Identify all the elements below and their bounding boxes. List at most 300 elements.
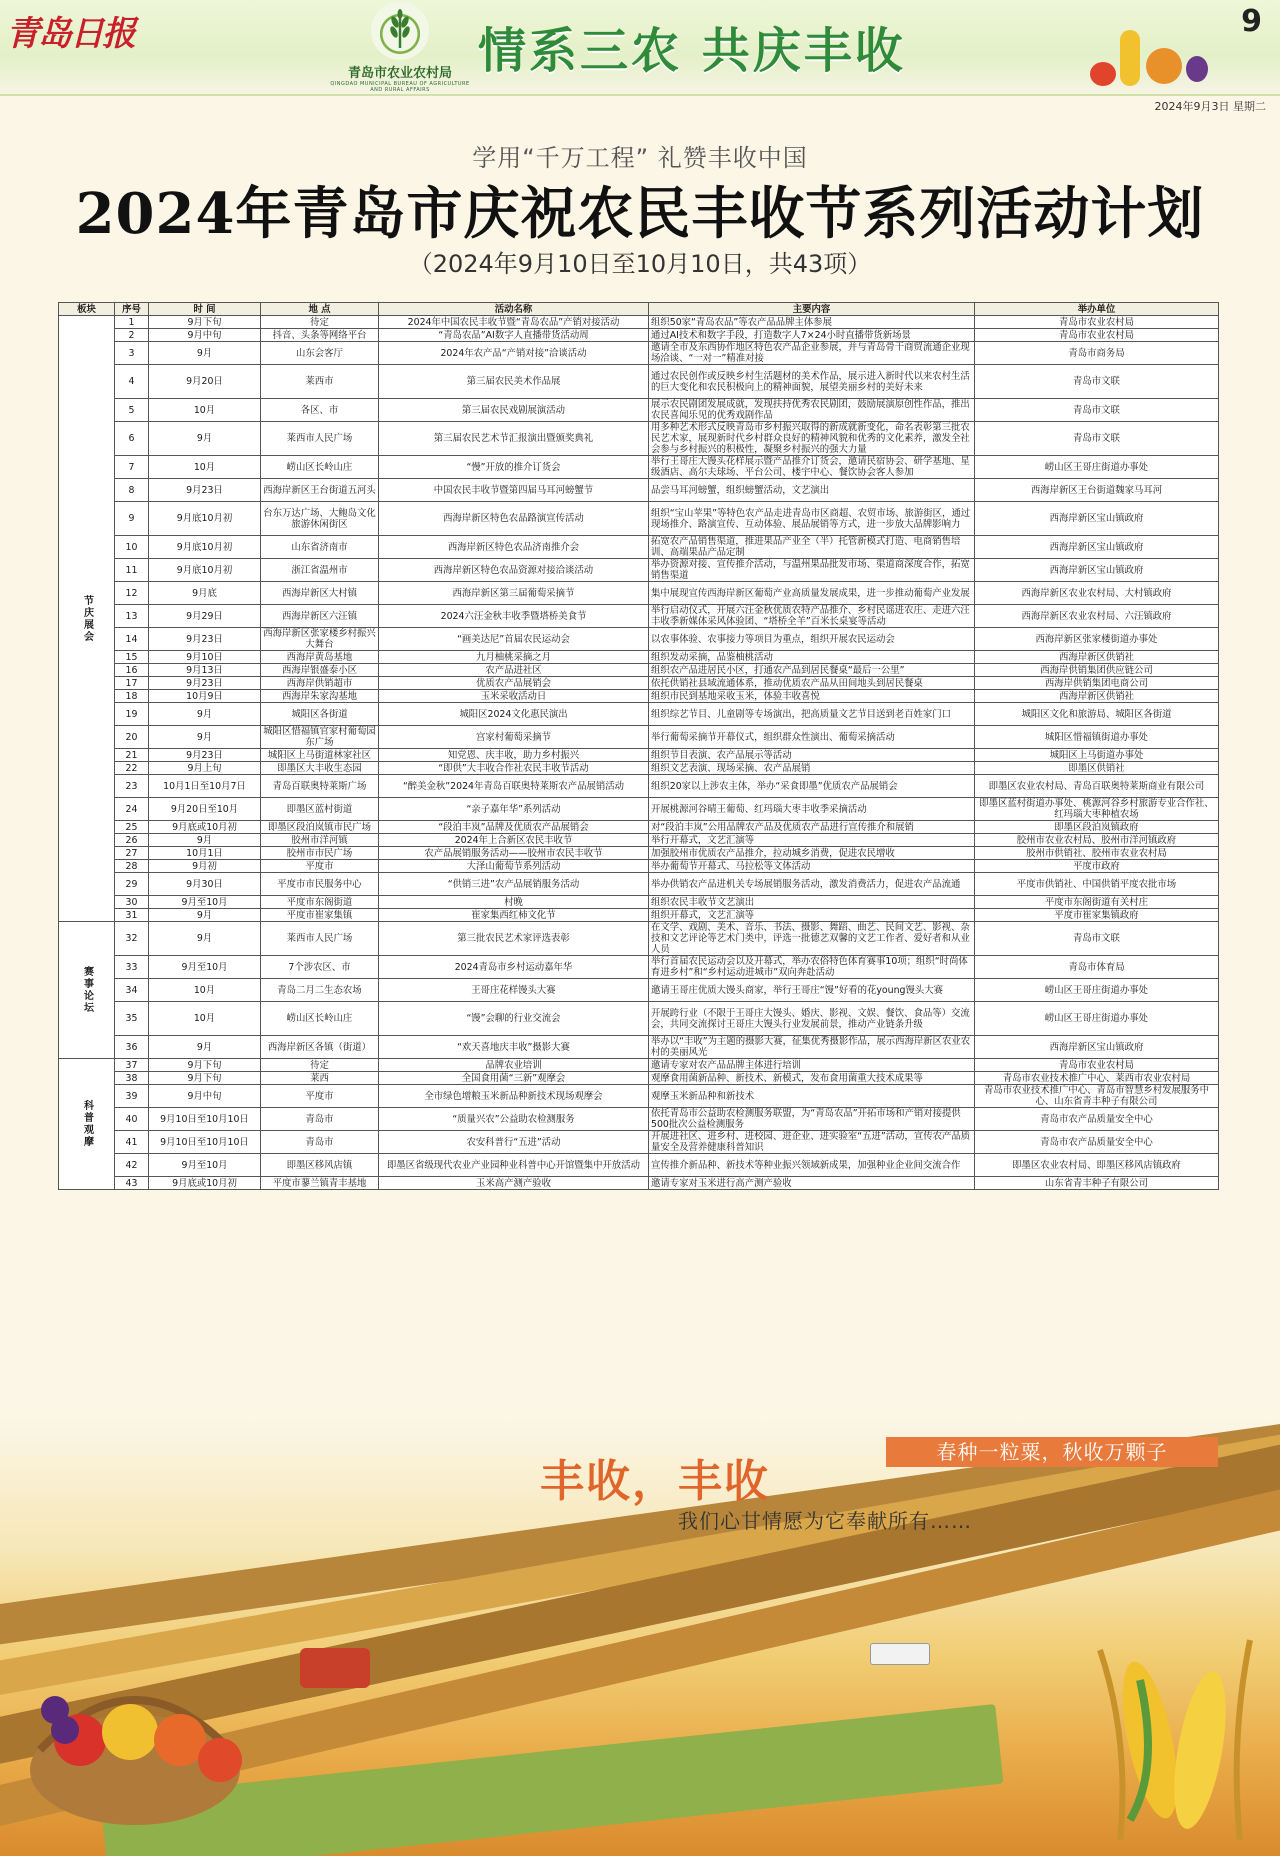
table-row: [59, 316, 1219, 329]
time-cell: 10月: [149, 399, 261, 422]
place-cell: 西海岸朱家沟基地: [261, 690, 379, 703]
wheat-logo-icon: [371, 2, 429, 60]
activity-name-cell: “供销三进”农产品展销服务活动: [379, 873, 649, 896]
organizer-cell: 胶州市农业农村局、胶州市洋河镇政府: [975, 834, 1219, 847]
table-row: [59, 860, 1219, 873]
place-cell: 待定: [261, 316, 379, 329]
activity-name-cell: “即供”大丰收合作社农民丰收节活动: [379, 762, 649, 775]
activity-name-cell: 第三届农民艺术节汇报演出暨颁奖典礼: [379, 422, 649, 456]
time-cell: 9月: [149, 1036, 261, 1059]
content-cell: 通过AI技术和数字手段，打造数字人7×24小时直播带货新场景: [649, 329, 975, 342]
time-cell: 9月中旬: [149, 329, 261, 342]
row-number-cell: 35: [115, 1002, 149, 1036]
row-number-cell: 3: [115, 342, 149, 365]
content-cell: 举行启动仪式，开展六汪金秋优质农特产品推介、乡村民谣进农庄、走进六汪丰收季新媒体采风体验团、“塔桥全羊”百米长桌宴等活动: [649, 605, 975, 628]
content-cell: 组织文艺表演、现场采摘、农产品展销: [649, 762, 975, 775]
activity-name-cell: “慢”开放的推介订货会: [379, 456, 649, 479]
activity-name-cell: 九月柚桃采摘之月: [379, 651, 649, 664]
place-cell: 西海岸黄岛基地: [261, 651, 379, 664]
content-cell: 组织农产品进居民小区，打通农产品到居民餐桌“最后一公里”: [649, 664, 975, 677]
content-cell: 举行王哥庄大馒头花样展示暨产品推介订货会，邀请民宿协会、研学基地、星级酒店、高尔夫球场、平台公司、楼宇中心、餐饮协会客人参加: [649, 456, 975, 479]
corn-icon: [1120, 30, 1140, 86]
place-cell: 西海岸新区王台街道五河头: [261, 479, 379, 502]
row-number-cell: 30: [115, 896, 149, 909]
table-row: [59, 559, 1219, 582]
activity-name-cell: 玉米高产测产验收: [379, 1177, 649, 1190]
table-row: [59, 1059, 1219, 1072]
time-cell: 9月20日: [149, 365, 261, 399]
time-cell: 9月初: [149, 860, 261, 873]
time-cell: 10月: [149, 1002, 261, 1036]
squash-icon: [1146, 48, 1182, 84]
time-cell: 9月底10月初: [149, 559, 261, 582]
table-row: [59, 1108, 1219, 1131]
activity-name-cell: 全市绿色增粮玉米新品种新技术现场观摩会: [379, 1085, 649, 1108]
time-cell: 9月: [149, 422, 261, 456]
time-cell: 10月1日: [149, 847, 261, 860]
row-number-cell: 25: [115, 821, 149, 834]
row-number-cell: 38: [115, 1072, 149, 1085]
table-row: [59, 1002, 1219, 1036]
organizer-cell: 西海岸新区供销社: [975, 690, 1219, 703]
table-row: [59, 422, 1219, 456]
row-number-cell: 10: [115, 536, 149, 559]
organizer-cell: 西海岸新区宝山镇政府: [975, 536, 1219, 559]
content-cell: 邀请专家对玉米进行高产测产验收: [649, 1177, 975, 1190]
time-cell: 9月底或10月初: [149, 821, 261, 834]
place-cell: 青岛百联奥特莱斯广场: [261, 775, 379, 798]
table-row: [59, 798, 1219, 821]
activity-name-cell: “欢天喜地庆丰收”摄影大赛: [379, 1036, 649, 1059]
row-number-cell: 41: [115, 1131, 149, 1154]
row-number-cell: 37: [115, 1059, 149, 1072]
time-cell: 9月20日至10月: [149, 798, 261, 821]
paper-logo: 青岛日报: [6, 14, 134, 54]
content-cell: 展示农民剧团发展成就，发现扶持优秀农民剧团，鼓励展演原创性作品，推出农民喜闻乐见的优秀戏剧作品: [649, 399, 975, 422]
organizer-cell: 西海岸新区宝山镇政府: [975, 559, 1219, 582]
place-cell: 山东省济南市: [261, 536, 379, 559]
time-cell: 9月23日: [149, 479, 261, 502]
organizer-cell: 城阳区上马街道办事处: [975, 749, 1219, 762]
time-cell: 9月29日: [149, 605, 261, 628]
row-number-cell: 32: [115, 922, 149, 956]
time-cell: 9月23日: [149, 628, 261, 651]
activity-name-cell: 崔家集西红柿文化节: [379, 909, 649, 922]
row-number-cell: 42: [115, 1154, 149, 1177]
place-cell: 抖音、头条等网络平台: [261, 329, 379, 342]
place-cell: 即墨区蓝村街道: [261, 798, 379, 821]
row-number-cell: 9: [115, 502, 149, 536]
content-cell: 邀请王哥庄优质大馒头商家，举行王哥庄“馒”好看的花young馒头大赛: [649, 979, 975, 1002]
place-cell: 待定: [261, 1059, 379, 1072]
content-cell: 举行首届农民运动会以及开幕式，举办农俗特色体育赛事10项；组织“时尚体育进乡村”和“乡村运动进城市”双向奔赴活动: [649, 956, 975, 979]
place-cell: 莱西: [261, 1072, 379, 1085]
place-cell: 即墨区段泊岚镇市民广场: [261, 821, 379, 834]
time-cell: 9月: [149, 909, 261, 922]
content-cell: 开展桃源河谷晴王葡萄、红玛瑙大枣丰收季采摘活动: [649, 798, 975, 821]
row-number-cell: 28: [115, 860, 149, 873]
table-row: [59, 847, 1219, 860]
organizer-cell: 青岛市农产品质量安全中心: [975, 1108, 1219, 1131]
row-number-cell: 11: [115, 559, 149, 582]
column-header: 主要内容: [649, 303, 975, 316]
row-number-cell: 22: [115, 762, 149, 775]
place-cell: 台东万达广场、大鲍岛文化旅游休闲街区: [261, 502, 379, 536]
time-cell: 10月: [149, 979, 261, 1002]
activity-name-cell: 即墨区省级现代农业产业园种业科普中心开馆暨集中开放活动: [379, 1154, 649, 1177]
activity-name-cell: 玉米采收活动日: [379, 690, 649, 703]
dedication-line: 我们心甘情愿为它奉献所有……: [678, 1509, 972, 1533]
time-cell: 9月至10月: [149, 1154, 261, 1177]
content-cell: 举行开幕式，文艺汇演等: [649, 834, 975, 847]
time-cell: 9月10日至10月10日: [149, 1131, 261, 1154]
row-number-cell: 20: [115, 726, 149, 749]
place-cell: 莱西市人民广场: [261, 922, 379, 956]
content-cell: 举办资源对接、宣传推介活动，与温州果品批发市场、渠道商深度合作，拓宽销售渠道: [649, 559, 975, 582]
activity-name-cell: 大泽山葡萄节系列活动: [379, 860, 649, 873]
category-cell: 科普观摩: [59, 1059, 115, 1190]
time-cell: 9月至10月: [149, 896, 261, 909]
subtitle: 学用“千万工程” 礼赞丰收中国: [472, 144, 808, 172]
content-cell: 集中展现宣传西海岸新区葡萄产业高质量发展成果，进一步推动葡萄产业发展: [649, 582, 975, 605]
place-cell: 青岛二月二生态农场: [261, 979, 379, 1002]
organizer-cell: 青岛市农业农村局: [975, 329, 1219, 342]
organizer-cell: 青岛市文联: [975, 399, 1219, 422]
row-number-cell: 21: [115, 749, 149, 762]
content-cell: 组织“宝山苹果”等特色农产品走进青岛市区商超、农贸市场、旅游街区，通过现场推介、路演宣传、互动体验、展品展销等方式，进一步放大品牌影响力: [649, 502, 975, 536]
content-cell: 在文学、戏剧、美术、音乐、书法、摄影、舞蹈、曲艺、民间文艺、影视、杂技和文艺评论等艺术门类中，评选一批德艺双馨的文艺工作者、爱好者和从业人员: [649, 922, 975, 956]
organizer-cell: 即墨区农业农村局、即墨区移风店镇政府: [975, 1154, 1219, 1177]
time-cell: 9月至10月: [149, 956, 261, 979]
content-cell: 组织节目表演、农产品展示等活动: [649, 749, 975, 762]
organizer-cell: 青岛市农业技术推广中心、莱西市农业农村局: [975, 1072, 1219, 1085]
row-number-cell: 26: [115, 834, 149, 847]
time-cell: 9月: [149, 342, 261, 365]
organizer-cell: 即墨区蓝村街道办事处、桃源河谷乡村旅游专业合作社、红玛瑙大枣种植农场: [975, 798, 1219, 821]
corn-wheat-icon: [1060, 1620, 1260, 1850]
table-row: [59, 762, 1219, 775]
place-cell: 各区、市: [261, 399, 379, 422]
content-cell: 开展进社区、进乡村、进校园、进企业、进实验室“五进”活动，宣传农产品质量安全及营养健康科普知识: [649, 1131, 975, 1154]
activity-name-cell: “青岛农品”AI数字人直播带货活动周: [379, 329, 649, 342]
table-row: [59, 479, 1219, 502]
time-cell: 9月10日至10月10日: [149, 1108, 261, 1131]
organizer-cell: 平度市政府: [975, 860, 1219, 873]
row-number-cell: 29: [115, 873, 149, 896]
time-cell: 9月: [149, 834, 261, 847]
table-row: [59, 922, 1219, 956]
table-row: [59, 502, 1219, 536]
time-cell: 10月1日至10月7日: [149, 775, 261, 798]
activity-name-cell: “亲子嘉年华”系列活动: [379, 798, 649, 821]
time-cell: 9月下旬: [149, 1059, 261, 1072]
activity-name-cell: 2024青岛市乡村运动嘉年华: [379, 956, 649, 979]
activity-name-cell: “质量兴农”公益助农检测服务: [379, 1108, 649, 1131]
bureau-logo: [330, 2, 470, 92]
table-row: [59, 651, 1219, 664]
organizer-cell: 山东省青丰种子有限公司: [975, 1177, 1219, 1190]
table-body: [59, 316, 1219, 1190]
time-cell: 10月9日: [149, 690, 261, 703]
time-cell: 9月上旬: [149, 762, 261, 775]
activity-name-cell: 城阳区2024文化惠民演出: [379, 703, 649, 726]
activity-name-cell: 第三届农民美术作品展: [379, 365, 649, 399]
activity-name-cell: “画美达尼”首届农民运动会: [379, 628, 649, 651]
content-cell: 举办供销农产品进机关专场展销服务活动，激发消费活力，促进农产品流通: [649, 873, 975, 896]
table-header-row: [59, 303, 1219, 316]
row-number-cell: 33: [115, 956, 149, 979]
time-cell: 9月23日: [149, 749, 261, 762]
table-row: [59, 821, 1219, 834]
place-cell: 西海岸新区六汪镇: [261, 605, 379, 628]
table-row: [59, 690, 1219, 703]
footer-banner: 春种一粒粟，秋收万颗子: [886, 1437, 1218, 1467]
masthead: [0, 0, 1280, 96]
organizer-cell: 青岛市文联: [975, 922, 1219, 956]
table-row: [59, 664, 1219, 677]
row-number-cell: 39: [115, 1085, 149, 1108]
organizer-cell: 青岛市农业技术推广中心、青岛市智慧乡村发展服务中心、山东省青丰种子有限公司: [975, 1085, 1219, 1108]
organizer-cell: 青岛市文联: [975, 365, 1219, 399]
fruit-basket-icon: [20, 1640, 250, 1830]
activity-name-cell: 王哥庄花样馒头大赛: [379, 979, 649, 1002]
organizer-cell: 西海岸新区农业农村局、大村镇政府: [975, 582, 1219, 605]
column-header: 举办单位: [975, 303, 1219, 316]
organizer-cell: 青岛市农业农村局: [975, 1059, 1219, 1072]
table-row: [59, 582, 1219, 605]
row-number-cell: 1: [115, 316, 149, 329]
organizer-cell: 即墨区段泊岚镇政府: [975, 821, 1219, 834]
organizer-cell: 西海岸供销集团供应链公司: [975, 664, 1219, 677]
row-number-cell: 13: [115, 605, 149, 628]
organizer-cell: 西海岸新区宝山镇政府: [975, 1036, 1219, 1059]
category-cell: 赛事论坛: [59, 922, 115, 1059]
time-cell: 9月30日: [149, 873, 261, 896]
content-cell: 观摩食用菌新品种、新技术、新模式，发布食用菌重大技术成果等: [649, 1072, 975, 1085]
content-cell: 组织综艺节目、儿童剧等专场演出，把高质量文艺节目送到老百姓家门口: [649, 703, 975, 726]
row-number-cell: 18: [115, 690, 149, 703]
content-cell: 邀请全市及东西协作地区特色农产品企业参展，并与青岛骨干商贸流通企业现场洽谈、“一对一”精准对接: [649, 342, 975, 365]
organizer-cell: 崂山区王哥庄街道办事处: [975, 1002, 1219, 1036]
content-cell: 举行葡萄采摘节开幕仪式，组织群众性演出、葡萄采摘活动: [649, 726, 975, 749]
table-row: [59, 456, 1219, 479]
row-number-cell: 27: [115, 847, 149, 860]
activity-name-cell: 品牌农业培训: [379, 1059, 649, 1072]
place-cell: 胶州市市民广场: [261, 847, 379, 860]
table-row: [59, 628, 1219, 651]
table-row: [59, 365, 1219, 399]
content-cell: 加强胶州市优质农产品推介，拉动城乡消费，促进农民增收: [649, 847, 975, 860]
time-cell: 9月: [149, 922, 261, 956]
table-row: [59, 1085, 1219, 1108]
table-row: [59, 896, 1219, 909]
row-number-cell: 17: [115, 677, 149, 690]
row-number-cell: 19: [115, 703, 149, 726]
organizer-cell: 平度市东阁街道有关村庄: [975, 896, 1219, 909]
activity-name-cell: “馒”会聊的行业交流会: [379, 1002, 649, 1036]
time-cell: 9月: [149, 703, 261, 726]
organizer-cell: 西海岸供销集团电商公司: [975, 677, 1219, 690]
time-cell: 9月13日: [149, 664, 261, 677]
plan-period: （2024年9月10日至10月10日，共43项）: [408, 250, 872, 278]
table-row: [59, 536, 1219, 559]
row-number-cell: 12: [115, 582, 149, 605]
organizer-cell: 青岛市农产品质量安全中心: [975, 1131, 1219, 1154]
table-row: [59, 1036, 1219, 1059]
activity-name-cell: 全国食用菌“三新”观摩会: [379, 1072, 649, 1085]
harvester-icon: [300, 1648, 370, 1688]
activity-name-cell: 优质农产品展销会: [379, 677, 649, 690]
content-cell: 对“段泊丰岚”公用品牌农产品及优质农产品进行宣传推介和展销: [649, 821, 975, 834]
time-cell: 9月: [149, 726, 261, 749]
content-cell: 组织农民丰收节文艺演出: [649, 896, 975, 909]
organizer-cell: 青岛市农业农村局: [975, 316, 1219, 329]
organizer-cell: 城阳区惜福镇街道办事处: [975, 726, 1219, 749]
organizer-cell: 即墨区农业农村局、青岛百联奥特莱斯商业有限公司: [975, 775, 1219, 798]
row-number-cell: 4: [115, 365, 149, 399]
activity-name-cell: 村晚: [379, 896, 649, 909]
time-cell: 9月底: [149, 582, 261, 605]
organizer-cell: 崂山区王哥庄街道办事处: [975, 456, 1219, 479]
place-cell: 浙江省温州市: [261, 559, 379, 582]
masthead-slogan: 情系三农 共庆丰收: [478, 23, 906, 79]
content-cell: 依托青岛市公益助农检测服务联盟，为“青岛农品”开拓市场和产销对接提供500批次公益检测服务: [649, 1108, 975, 1131]
organizer-cell: 平度市供销社、中国供销平度农批市场: [975, 873, 1219, 896]
row-number-cell: 23: [115, 775, 149, 798]
activity-plan-table: [58, 302, 1219, 1190]
place-cell: 平度市崔家集镇: [261, 909, 379, 922]
activity-name-cell: 宫家村葡萄采摘节: [379, 726, 649, 749]
content-cell: 依托供销社县域流通体系，推动优质农产品从田间地头到居民餐桌: [649, 677, 975, 690]
time-cell: 9月23日: [149, 677, 261, 690]
page-number: 9: [1241, 4, 1262, 39]
tomato-icon: [1090, 62, 1116, 86]
content-cell: 以农事体验、农事接力等项目为重点，组织开展农民运动会: [649, 628, 975, 651]
place-cell: 西海岸新区张家楼乡村振兴大舞台: [261, 628, 379, 651]
place-cell: 平度市蓼兰镇青丰基地: [261, 1177, 379, 1190]
organizer-cell: 西海岸新区农业农村局、六汪镇政府: [975, 605, 1219, 628]
table-row: [59, 775, 1219, 798]
row-number-cell: 2: [115, 329, 149, 342]
place-cell: 即墨区移风店镇: [261, 1154, 379, 1177]
activity-name-cell: 第三批农民艺术家评选表彰: [379, 922, 649, 956]
activity-name-cell: 西海岸新区第三届葡萄采摘节: [379, 582, 649, 605]
activity-name-cell: 西海岸新区特色农品路演宣传活动: [379, 502, 649, 536]
place-cell: 莱西市人民广场: [261, 422, 379, 456]
content-cell: 宣传推介新品种、新技术等种业振兴领域新成果，加强种业企业间交流合作: [649, 1154, 975, 1177]
organizer-cell: 西海岸新区张家楼街道办事处: [975, 628, 1219, 651]
organizer-cell: 西海岸新区供销社: [975, 651, 1219, 664]
content-cell: 组织开幕式，文艺汇演等: [649, 909, 975, 922]
content-cell: 举办葡萄节开幕式、马拉松等文体活动: [649, 860, 975, 873]
content-cell: 组织50家“青岛农品”等农产品品牌主体参展: [649, 316, 975, 329]
time-cell: 9月10日: [149, 651, 261, 664]
content-cell: 组织市民到基地采收玉米，体验丰收喜悦: [649, 690, 975, 703]
activity-name-cell: “段泊丰岚”品牌及优质农产品展销会: [379, 821, 649, 834]
harvest-headline: 丰收，丰收: [540, 1456, 770, 1507]
place-cell: 西海岸新区大村镇: [261, 582, 379, 605]
activity-name-cell: 西海岸新区特色农品济南推介会: [379, 536, 649, 559]
activity-name-cell: 农产品展销服务活动——胶州市农民丰收节: [379, 847, 649, 860]
activity-name-cell: 2024年农产品“产销对接”洽谈活动: [379, 342, 649, 365]
row-number-cell: 7: [115, 456, 149, 479]
activity-name-cell: “醉美金秋”2024年青岛百联奥特莱斯农产品展销活动: [379, 775, 649, 798]
content-cell: 用多种艺术形式反映青岛市乡村振兴取得的新成就新变化，命名表彰第三批农民艺术家，展现新时代乡村群众良好的精神风貌和优秀的文化素养，激发全社会参与乡村振兴的积极性，凝聚乡村振兴的强大力量: [649, 422, 975, 456]
table-row: [59, 677, 1219, 690]
place-cell: 城阳区上马街道林家社区: [261, 749, 379, 762]
bureau-name: 青岛市农业农村局: [347, 66, 452, 81]
issue-date: 2024年9月3日 星期二: [1154, 100, 1266, 113]
activity-name-cell: 2024六汪金秋丰收季暨塔桥美食节: [379, 605, 649, 628]
row-number-cell: 34: [115, 979, 149, 1002]
time-cell: 9月中旬: [149, 1085, 261, 1108]
content-cell: 举办以“丰收”为主题的摄影大赛，征集优秀摄影作品，展示西海岸新区农业农村的美丽风光: [649, 1036, 975, 1059]
content-cell: 拓宽农产品销售渠道，推进果品产业全（半）托管新模式打造、电商销售培训、高端果品产品定制: [649, 536, 975, 559]
place-cell: 西海岸新区各镇（街道）: [261, 1036, 379, 1059]
column-header: 时 间: [149, 303, 261, 316]
content-cell: 组织20家以上涉农主体，举办“采食即墨”优质农产品展销会: [649, 775, 975, 798]
column-header: 板块: [59, 303, 115, 316]
organizer-cell: 胶州市供销社、胶州市农业农村局: [975, 847, 1219, 860]
table-row: [59, 703, 1219, 726]
activity-name-cell: 第三届农民戏剧展演活动: [379, 399, 649, 422]
table-row: [59, 909, 1219, 922]
content-cell: 品尝马耳河螃蟹，组织螃蟹活动，文艺演出: [649, 479, 975, 502]
place-cell: 崂山区长岭山庄: [261, 456, 379, 479]
place-cell: 西海岸供销超市: [261, 677, 379, 690]
activity-name-cell: 农安科普行“五进”活动: [379, 1131, 649, 1154]
time-cell: 9月下旬: [149, 1072, 261, 1085]
table-row: [59, 749, 1219, 762]
place-cell: 即墨区大丰收生态园: [261, 762, 379, 775]
table-row: [59, 834, 1219, 847]
row-number-cell: 6: [115, 422, 149, 456]
time-cell: 9月底或10月初: [149, 1177, 261, 1190]
place-cell: 胶州市洋河镇: [261, 834, 379, 847]
row-number-cell: 36: [115, 1036, 149, 1059]
page-title: 2024年青岛市庆祝农民丰收节系列活动计划: [75, 181, 1205, 247]
table-row: [59, 1131, 1219, 1154]
content-cell: 组织发动采摘，品鉴柚桃活动: [649, 651, 975, 664]
category-cell: 节庆展会: [59, 316, 115, 922]
organizer-cell: 西海岸新区宝山镇政府: [975, 502, 1219, 536]
place-cell: 平度市: [261, 1085, 379, 1108]
column-header: 地 点: [261, 303, 379, 316]
time-cell: 9月底10月初: [149, 536, 261, 559]
column-header: 活动名称: [379, 303, 649, 316]
table-row: [59, 1072, 1219, 1085]
place-cell: 崂山区长岭山庄: [261, 1002, 379, 1036]
row-number-cell: 43: [115, 1177, 149, 1190]
activity-name-cell: 知党恩、庆丰收，助力乡村振兴: [379, 749, 649, 762]
table-row: [59, 726, 1219, 749]
time-cell: 9月底10月初: [149, 502, 261, 536]
content-cell: 观摩玉米新品种和新技术: [649, 1085, 975, 1108]
activity-name-cell: 2024年中国农民丰收节暨“青岛农品”产销对接活动: [379, 316, 649, 329]
place-cell: 城阳区各街道: [261, 703, 379, 726]
grape-icon: [1186, 56, 1208, 82]
bureau-english-name: QINGDAO MUNICIPAL BUREAU OF AGRICULTURE AND RURAL AFFAIRS: [330, 81, 470, 93]
place-cell: 城阳区惜福镇官家村葡萄园东广场: [261, 726, 379, 749]
place-cell: 平度市: [261, 860, 379, 873]
row-number-cell: 24: [115, 798, 149, 821]
row-number-cell: 8: [115, 479, 149, 502]
organizer-cell: 即墨区供销社: [975, 762, 1219, 775]
table-row: [59, 329, 1219, 342]
place-cell: 7个涉农区、市: [261, 956, 379, 979]
row-number-cell: 40: [115, 1108, 149, 1131]
organizer-cell: 青岛市商务局: [975, 342, 1219, 365]
